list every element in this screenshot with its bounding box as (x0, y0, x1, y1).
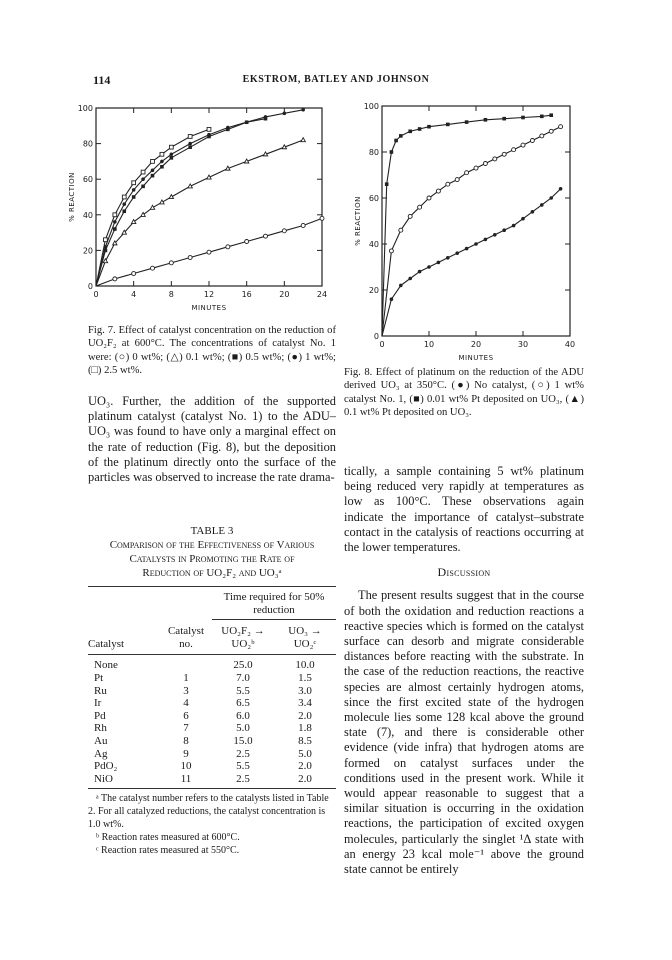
col-catalyst: Catalyst (88, 637, 125, 650)
cell-uo2f2-time: 6.5 (236, 697, 250, 710)
cell-catalyst-no: 11 (180, 772, 192, 785)
data-point (549, 196, 553, 200)
y-tick-label: 60 (82, 175, 93, 185)
right-paragraph-2: The present results suggest that in the course of both the oxidation and reduction reactions a reactive species which is formed on the catalyst surface can desorb and migrate considerable distances before reacting with the substrate. In the case of the reduction reactions, the reactive species are almost certainly hydrogen atoms, since the first excited state of the hydrogen molecule lies some 128 kcal above the ground state (7), and there is considerable other evidence (vide infra) that hydrogen atoms are formed on catalyst surfaces under the conditions used in the present work. While it would appear reasonable to suggest that a similar situation is occurring in the oxidation reactions, the participation of excited oxygen molecules, particularly the singlet ¹Δ state with an energy 23 kcal mole⁻¹ above the ground state cannot be entirely (344, 588, 584, 877)
data-point (263, 152, 267, 156)
data-point (226, 166, 230, 170)
cell-catalyst-no: 10 (180, 760, 192, 773)
data-point (207, 175, 211, 179)
data-point (188, 256, 192, 260)
table-row (88, 773, 336, 786)
data-point (188, 142, 192, 146)
cell-uo3-time: 3.4 (298, 697, 312, 710)
data-point (113, 220, 117, 224)
y-tick-label: 100 (77, 104, 93, 113)
data-point (151, 266, 155, 270)
data-point (188, 145, 192, 149)
data-point (122, 202, 126, 206)
data-point (484, 238, 488, 242)
data-point (264, 234, 268, 238)
x-tick-label: 20 (279, 290, 290, 299)
table-note-a: ᵃ The catalyst number refers to the catalysts listed in Table 2. For all catalyzed reductions, the catalyst concentration is 1.0 wt%. (88, 793, 329, 830)
data-point (446, 182, 450, 186)
data-point (151, 160, 155, 164)
x-tick-label: 4 (131, 290, 137, 299)
y-tick-label: 0 (87, 282, 93, 291)
data-point (399, 284, 403, 288)
data-point (399, 228, 403, 232)
cell-catalyst: None (94, 659, 118, 672)
y-tick-label: 0 (373, 332, 379, 341)
data-point (502, 117, 506, 121)
cell-catalyst: Pd (94, 709, 106, 722)
data-point (559, 187, 563, 191)
data-point (512, 148, 516, 152)
cell-uo2f2-time: 2.5 (236, 772, 250, 785)
data-point (141, 185, 145, 189)
data-point (540, 203, 544, 207)
data-point (484, 118, 488, 122)
page-number: 114 (93, 73, 111, 87)
data-point (455, 178, 459, 182)
cell-uo2f2-time: 6.0 (236, 709, 250, 722)
cell-uo3-time: 1.8 (298, 722, 312, 735)
data-point (151, 174, 155, 178)
cell-uo2f2-time: 7.0 (236, 671, 250, 684)
data-point (132, 181, 136, 185)
x-tick-label: 30 (517, 340, 529, 349)
cell-catalyst: PdO₂ (94, 760, 118, 773)
data-point (465, 247, 469, 251)
data-point (141, 170, 145, 174)
table-3 (88, 524, 336, 857)
cell-uo3-time: 2.0 (298, 772, 312, 785)
x-tick-label: 12 (203, 290, 215, 299)
data-point (549, 113, 553, 117)
x-tick-label: 0 (93, 290, 99, 299)
table-row (88, 722, 336, 735)
data-point (427, 196, 431, 200)
data-point (521, 217, 525, 221)
table-title: TABLE 3 (190, 525, 234, 537)
x-tick-label: 40 (564, 340, 576, 349)
y-tick-label: 40 (368, 240, 379, 249)
cell-catalyst-no: 6 (183, 709, 189, 722)
x-tick-label: 10 (423, 340, 435, 349)
cell-uo3-time: 2.0 (298, 709, 312, 722)
y-tick-label: 100 (363, 102, 379, 111)
page-header (0, 73, 672, 89)
table-grid (88, 587, 336, 785)
cell-catalyst-no: 3 (183, 684, 189, 697)
data-point (244, 159, 248, 163)
data-point (521, 143, 525, 147)
cell-catalyst-no: 1 (183, 671, 189, 684)
x-tick-label: 8 (168, 290, 174, 299)
data-point (132, 272, 136, 276)
data-point (408, 214, 412, 218)
data-point (160, 152, 164, 156)
data-point (465, 120, 469, 124)
data-point (418, 127, 422, 131)
cell-catalyst: Ru (94, 684, 107, 697)
series-line (96, 110, 303, 286)
running-title: EKSTROM, BATLEY AND JOHNSON (242, 74, 430, 85)
cell-uo2f2-time: 2.5 (236, 747, 250, 760)
data-point (132, 195, 136, 199)
y-tick-label: 60 (368, 194, 379, 203)
y-tick-label: 20 (368, 286, 379, 295)
data-point (502, 228, 506, 232)
cell-catalyst: NiO (94, 772, 113, 785)
col-catalyst-top (88, 620, 160, 638)
figure-7-chart (60, 100, 340, 318)
cell-uo3-time: 8.5 (298, 734, 312, 747)
col-uo2f2: UO₂ᵇ (231, 637, 255, 650)
cell-uo2f2-time: 5.5 (236, 684, 250, 697)
y-axis-label: % REACTION (354, 196, 362, 246)
table-note-c: ᶜ Reaction rates measured at 550°C. (96, 844, 240, 856)
data-point (282, 145, 286, 149)
cell-catalyst: Pt (94, 671, 104, 684)
table-row (88, 748, 336, 761)
table-row (88, 710, 336, 723)
figure-7-caption: Fig. 7. Effect of catalyst concentration on the reduction of UO₂F₂ at 600°C. The concentrations of catalyst No. 1 were: (○) 0 wt%; (△) 0.1 wt%; (■) 0.5 wt%; (●) 1 wt%; (□) 2.5 wt%. (88, 325, 336, 377)
data-point (264, 115, 268, 119)
data-point (122, 195, 126, 199)
cell-catalyst: Au (94, 734, 108, 747)
data-point (390, 297, 394, 301)
data-point (150, 205, 154, 209)
data-point (160, 200, 164, 204)
table-subtitle-1: Comparison of the Effectiveness of Various (109, 539, 315, 551)
cell-catalyst-no: 8 (183, 734, 189, 747)
figure-8-caption: Fig. 8. Effect of platinum on the reduction of the ADU derived UO₃ at 350°C. (●) No catalyst, (○) 1 wt% catalyst No. 1, (■) 0.01 wt% Pt deposited on UO₃, (▲) 0.1 wt% Pt deposited on UO₃. (344, 367, 584, 419)
data-point (418, 205, 422, 209)
data-point (169, 195, 173, 199)
cell-catalyst-no: 9 (183, 747, 189, 760)
data-point (160, 165, 164, 169)
data-point (170, 156, 174, 160)
cell-catalyst: Ag (94, 747, 108, 760)
data-point (320, 216, 324, 220)
data-point (188, 135, 192, 139)
data-point (282, 229, 286, 233)
data-point (455, 251, 459, 255)
cell-catalyst: Rh (94, 722, 107, 735)
data-point (169, 145, 173, 149)
cell-uo3-time: 1.5 (298, 671, 312, 684)
data-point (493, 157, 497, 161)
data-point (390, 150, 394, 154)
data-point (521, 116, 525, 120)
table-row (88, 735, 336, 748)
table-row (88, 655, 336, 672)
data-point (385, 182, 389, 186)
col-no: no. (179, 637, 193, 650)
discussion-heading: Discussion (437, 565, 491, 580)
cell-uo2f2-time: 15.0 (233, 734, 253, 747)
data-point (465, 171, 469, 175)
col-uo3: UO₂ᶜ (293, 637, 317, 650)
x-tick-label: 16 (241, 290, 252, 299)
data-point (245, 240, 249, 244)
table-row (88, 685, 336, 698)
cell-catalyst-no: 7 (183, 722, 189, 735)
data-point (483, 162, 487, 166)
y-tick-label: 80 (82, 139, 93, 149)
x-tick-label: 0 (379, 340, 385, 349)
y-tick-label: 80 (368, 148, 379, 157)
data-point (446, 123, 450, 127)
data-point (169, 261, 173, 265)
data-point (113, 227, 117, 231)
data-point (531, 210, 535, 214)
cell-uo3-time: 5.0 (298, 747, 312, 760)
table-row (88, 697, 336, 710)
data-point (530, 139, 534, 143)
x-tick-label: 20 (470, 340, 482, 349)
plot-frame (382, 106, 570, 336)
data-point (408, 277, 412, 281)
data-point (437, 261, 441, 265)
right-paragraph-1: tically, a sample containing 5 wt% platinum being reduced very rapidly at temperatures as low as 100°C. These observations again indicate the importance of catalyst–substrate contact in the catalysis of reactions occurring at the lower temperatures. (344, 464, 584, 555)
data-point (540, 134, 544, 138)
data-point (141, 177, 145, 181)
cell-uo2f2-time: 25.0 (233, 659, 253, 672)
data-point (549, 129, 553, 133)
y-tick-label: 20 (82, 246, 93, 256)
data-point (122, 209, 126, 213)
data-point (474, 242, 478, 246)
cell-uo2f2-time: 5.0 (236, 722, 250, 735)
right-body-text (344, 464, 584, 877)
cell-uo3-time: 2.0 (298, 760, 312, 773)
data-point (512, 224, 516, 228)
data-point (540, 115, 544, 119)
cell-uo2f2-time: 5.5 (236, 760, 250, 773)
cell-catalyst-no (160, 655, 212, 672)
data-point (226, 126, 230, 130)
data-point (394, 139, 398, 143)
data-point (207, 133, 211, 137)
y-tick-label: 40 (82, 210, 93, 220)
data-point (188, 184, 192, 188)
table-subtitle-3: Reduction of UO₂F₂ and UO₃ᵃ (142, 567, 282, 579)
table-row (88, 672, 336, 685)
data-point (207, 250, 211, 254)
series-line (382, 127, 561, 336)
left-paragraph: UO₃. Further, the addition of the supported platinum catalyst (catalyst No. 1) to the ADU–UO₃ was found to have only a marginal effect on the rate of reduction (Fig. 8), but the deposition of the platinum directly onto the surface of the particles was observed to increase the rate drama- (88, 394, 336, 485)
data-point (113, 277, 117, 281)
cell-uo3-time: 10.0 (295, 659, 315, 672)
cell-catalyst: Ir (94, 697, 102, 710)
data-point (151, 169, 155, 173)
data-point (301, 223, 305, 227)
col-uo3-top: UO₃ → (288, 625, 322, 638)
data-point (207, 127, 211, 131)
data-point (474, 166, 478, 170)
data-point (493, 233, 497, 237)
x-tick-label: 24 (316, 290, 328, 299)
table-subtitle-2: Catalysts in Promoting the Rate of (129, 553, 295, 565)
data-point (301, 138, 305, 142)
data-point (399, 134, 403, 138)
data-point (245, 120, 249, 124)
data-point (389, 249, 393, 253)
figure-8-chart (348, 100, 588, 364)
y-axis-label: % REACTION (68, 172, 76, 222)
data-point (283, 112, 287, 116)
data-point (170, 152, 174, 156)
cell-catalyst-no: 4 (183, 697, 189, 710)
data-point (113, 213, 117, 217)
x-axis-label: MINUTES (191, 304, 227, 312)
col-uo2f2-top: UO₂F₂ → (221, 625, 265, 638)
table-row (88, 760, 336, 773)
col-no-top: Catalyst (167, 624, 205, 637)
data-point (226, 245, 230, 249)
series-line (382, 115, 551, 336)
data-point (160, 160, 164, 164)
data-point (132, 188, 136, 192)
left-body-text (88, 394, 336, 485)
data-point (446, 256, 450, 260)
cell-uo3-time: 3.0 (298, 684, 312, 697)
group-header: Time required for 50% reduction (212, 587, 336, 620)
data-point (427, 125, 431, 129)
data-point (502, 152, 506, 156)
x-axis-label: MINUTES (458, 354, 494, 362)
data-point (418, 270, 422, 274)
data-point (559, 125, 563, 129)
series-line (96, 140, 303, 286)
data-point (427, 265, 431, 269)
data-point (436, 189, 440, 193)
data-point (301, 108, 305, 112)
table-note-b: ᵇ Reaction rates measured at 600°C. (96, 831, 240, 843)
data-point (408, 130, 412, 134)
data-point (104, 238, 108, 242)
